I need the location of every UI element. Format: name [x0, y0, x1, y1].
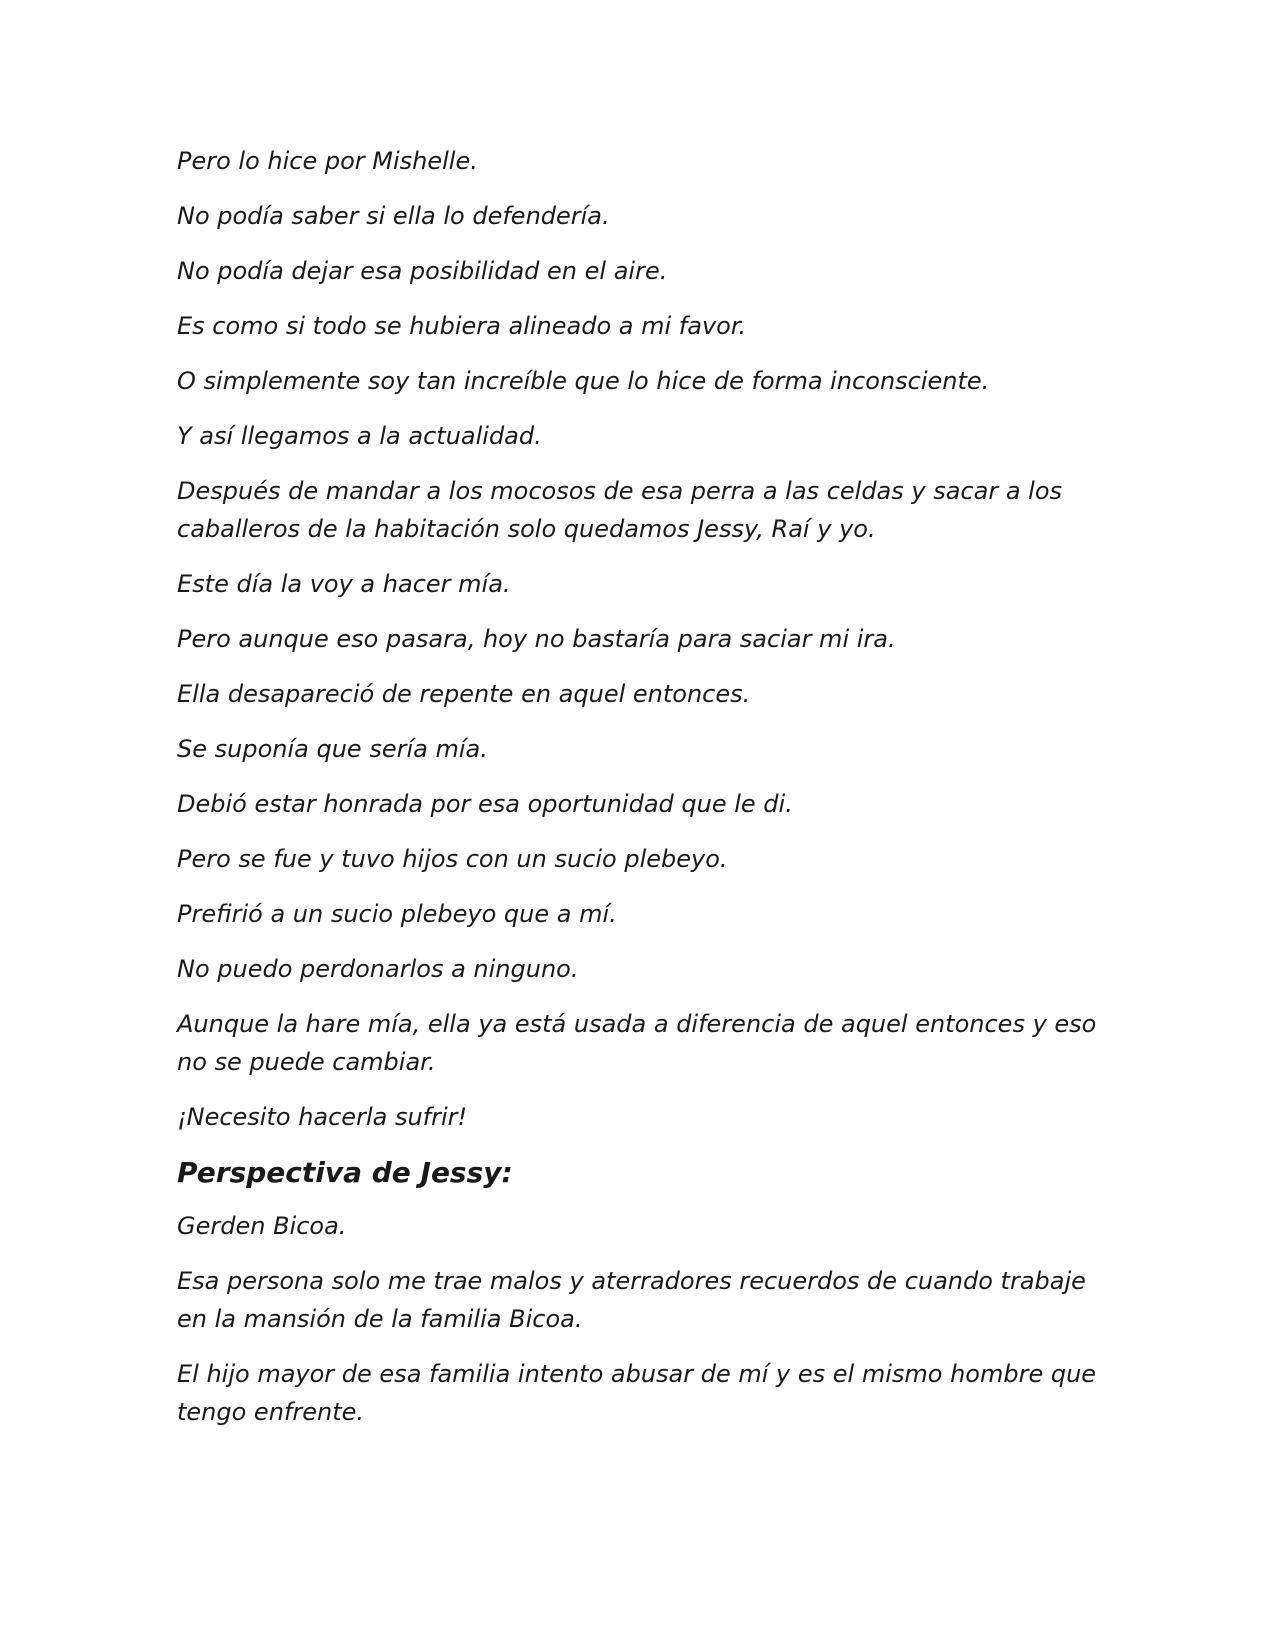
- paragraph: O simplemente soy tan increíble que lo hice de forma inconsciente.: [177, 367, 990, 395]
- paragraph: No puedo perdonarlos a ninguno.: [177, 955, 579, 983]
- paragraph: Ella desapareció de repente en aquel entonces.: [177, 680, 751, 708]
- paragraph: Prefirió a un sucio plebeyo que a mí.: [177, 900, 617, 928]
- paragraph: Se suponía que sería mía.: [177, 735, 488, 763]
- paragraph: Y así llegamos a la actualidad.: [177, 422, 542, 450]
- paragraph: No podía saber si ella lo defendería.: [177, 202, 610, 230]
- paragraph: El hijo mayor de esa familia intento abusar de mí y es el mismo hombre que tengo enfrente.: [177, 1360, 1097, 1426]
- paragraph: Es como si todo se hubiera alineado a mi favor.: [177, 312, 747, 340]
- paragraph: Gerden Bicoa.: [177, 1212, 347, 1240]
- paragraph: Aunque la hare mía, ella ya está usada a diferencia de aquel entonces y eso no se puede cambiar.: [177, 1010, 1097, 1076]
- paragraph: Pero aunque eso pasara, hoy no bastaría para saciar mi ira.: [177, 625, 896, 653]
- paragraph: Después de mandar a los mocosos de esa perra a las celdas y sacar a los caballeros de la habitación solo quedamos Jessy, Raí y yo.: [177, 477, 1063, 543]
- paragraph: Debió estar honrada por esa oportunidad que le di.: [177, 790, 793, 818]
- paragraph: Este día la voy a hacer mía.: [177, 570, 511, 598]
- paragraph: ¡Necesito hacerla sufrir!: [177, 1103, 468, 1131]
- document-body: [177, 142, 1107, 1448]
- paragraph: No podía dejar esa posibilidad en el aire.: [177, 257, 668, 285]
- paragraph: Pero lo hice por Mishelle.: [177, 147, 478, 175]
- paragraph: Pero se fue y tuvo hijos con un sucio plebeyo.: [177, 845, 728, 873]
- section-heading: Perspectiva de Jessy:: [177, 1156, 513, 1189]
- paragraph: Esa persona solo me trae malos y aterradores recuerdos de cuando trabaje en la mansión de la familia Bicoa.: [177, 1267, 1086, 1333]
